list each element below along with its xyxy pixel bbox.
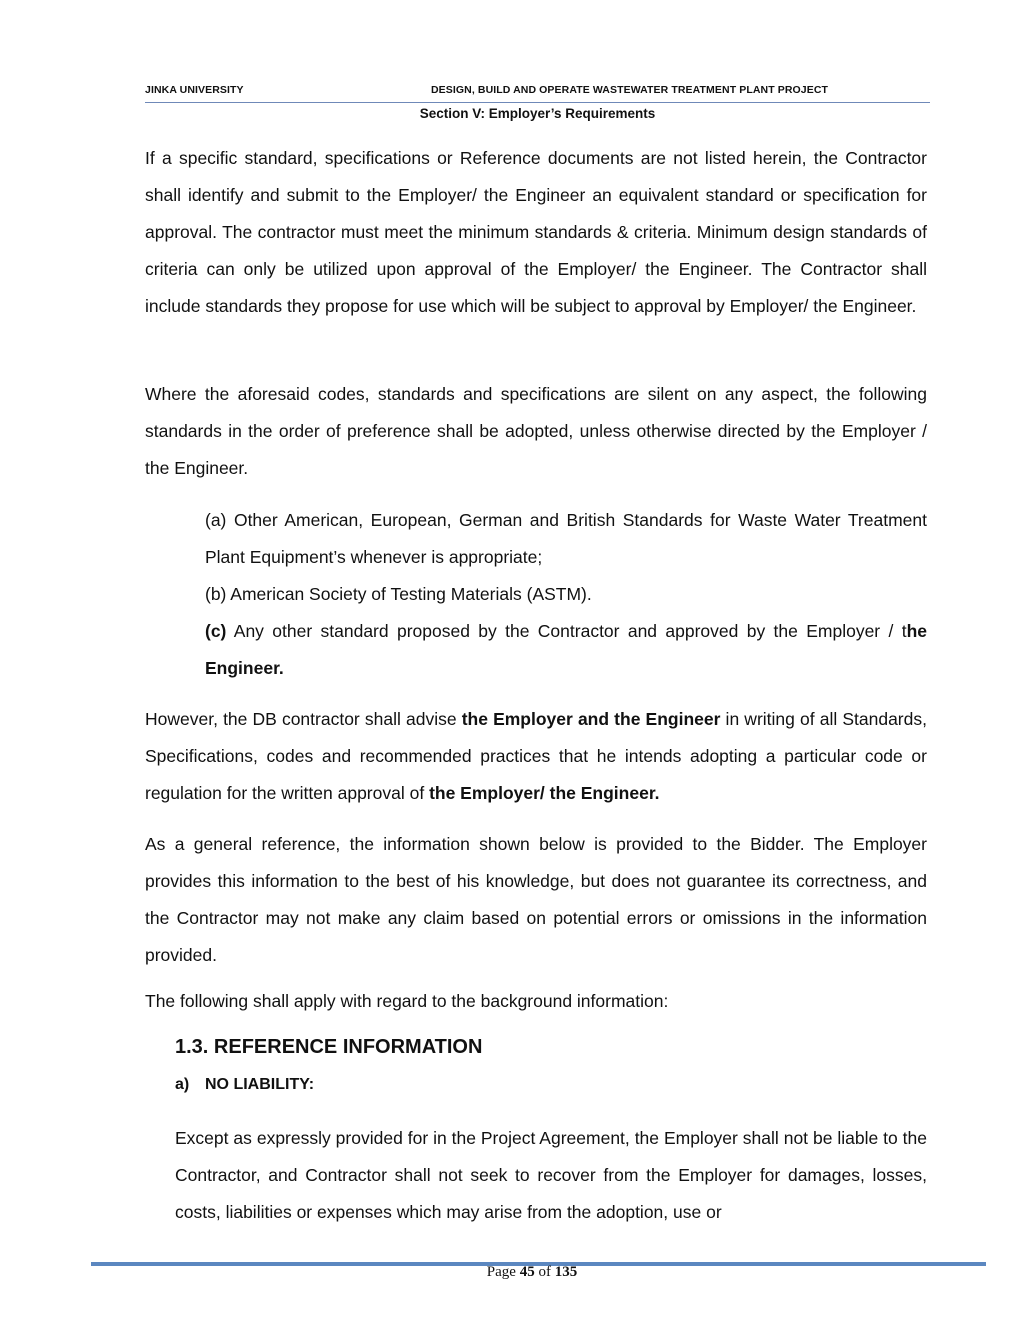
paragraph-standards-approval: If a specific standard, specifications or Reference documents are not listed herein, the Contractor shall identify and submit to the Employer/ the Engineer an equivalent standard or specification for approval. The contractor must meet the minimum standards & criteria. Minimum design standards of criteria can only be utilized upon approval of the Employer/ the Engineer. The Contractor shall include standards they propose for use which will be subject to approval by Employer/ the Engineer. (145, 148, 927, 316)
paragraph-db-contractor-advise (145, 701, 927, 812)
paragraph-no-liability: Except as expressly provided for in the Project Agreement, the Employer shall not be liable to the Contractor, and Contractor shall not seek to recover from the Employer for damages, losses, costs, liabilities or expenses which may arise from the adoption, use or (175, 1128, 927, 1222)
list-item-c-bold: he Engineer. (205, 621, 927, 678)
list-item-c-text: Any other standard proposed by the Contractor and approved by the Employer / t (226, 621, 907, 641)
footer-prefix: Page (486, 1264, 520, 1280)
standards-list (205, 502, 927, 687)
paragraph-general-reference: As a general reference, the information shown below is provided to the Bidder. The Employer provides this information to the best of his knowledge, but does not guarantee its correctness, and the Contractor may not make any claim based on potential errors or omissions in the information provided. (145, 834, 927, 965)
section-title-text: Section V: Employer’s Requirements (419, 106, 656, 121)
p3-text-a: However, the DB contractor shall advise (145, 709, 462, 729)
page-header (145, 83, 930, 103)
list-item-b: (b) American Society of Testing Materials (ASTM). (205, 584, 592, 604)
footer-total-pages: 135 (554, 1264, 578, 1280)
p3-text-c: in writing of all Standards, Specifications, codes and recommended practices that he intends adopting a particular code or regulation for the written approval of (145, 709, 927, 803)
paragraph-background-info: The following shall apply with regard to the background information: (145, 991, 669, 1011)
subheading-number: a) (175, 1076, 190, 1093)
subheading-text: NO LIABILITY: (205, 1076, 315, 1093)
header-project-title: DESIGN, BUILD AND OPERATE WASTEWATER TREATMENT PLANT PROJECT (431, 84, 829, 96)
subheading-no-liability (175, 1076, 314, 1094)
section-title (145, 106, 930, 121)
footer-middle: of (534, 1264, 555, 1280)
header-organization: JINKA UNIVERSITY (145, 84, 244, 96)
list-item-a: (a) Other American, European, German and British Standards for Waste Water Treatment Plant Equipment’s whenever is appropriate; (205, 510, 927, 567)
section-heading: 1.3. REFERENCE INFORMATION (175, 1036, 483, 1058)
list-item-c-label: (c) (205, 621, 227, 641)
list-item-c (205, 613, 927, 687)
p3-bold-employer-engineer: the Employer and the Engineer (461, 709, 721, 729)
paragraph-order-of-preference: Where the aforesaid codes, standards and specifications are silent on any aspect, the following standards in the order of preference shall be adopted, unless otherwise directed by the Employer / the Engineer. (145, 384, 927, 478)
p3-bold-approval: the Employer/ the Engineer. (429, 783, 660, 803)
footer-page-number: 45 (519, 1264, 535, 1280)
page-footer (0, 1264, 1024, 1281)
